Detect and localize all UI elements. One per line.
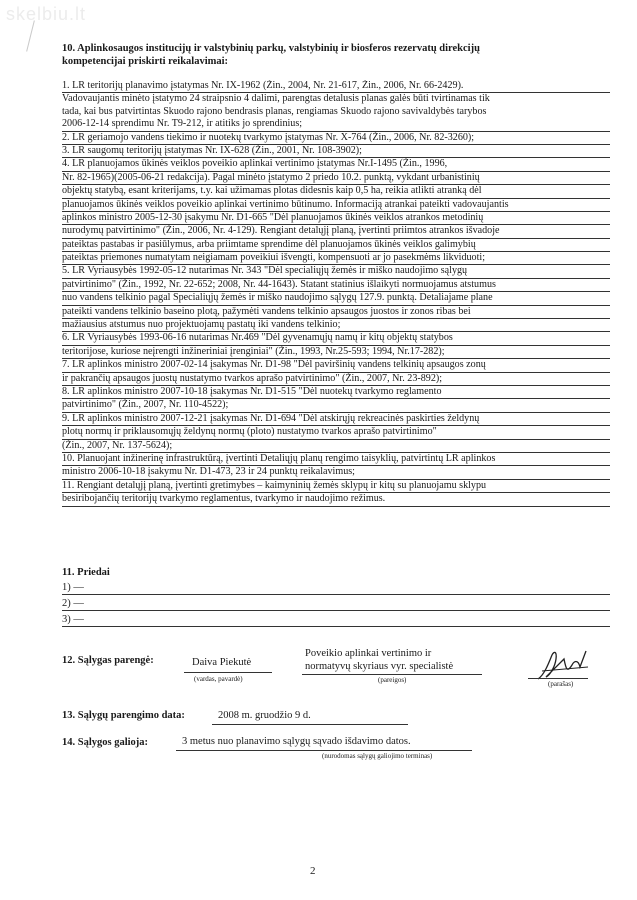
requirement-line: objektų statybą, esant kriterijams, t.y. kai užimamas plotas didesnis kaip 0,5 ha, reikia atlikti atranką dėl bbox=[62, 185, 610, 198]
section-10-title-line1: 10. Aplinkosaugos institucijų ir valstybinių parkų, valstybinių ir biosferos rezervatų direkcijų bbox=[62, 43, 480, 54]
requirement-line: 9. LR aplinkos ministro 2007-12-21 įsakymas Nr. D1-694 "Dėl atskirųjų rekreacinės paskirties želdynų bbox=[62, 413, 610, 426]
requirement-line: 3. LR saugomų teritorijų įstatymas Nr. IX-628 (Žin., 2001, Nr. 108-3902); bbox=[62, 145, 610, 158]
requirement-line: 2006-12-14 sprendimu Nr. T9-212, ir atitiks jo sprendinius; bbox=[62, 118, 610, 131]
requirement-line: pateiktas priemones numatytam neigiamam poveikiui išvengti, kompensuoti ar jo pasekmėms likviduoti; bbox=[62, 252, 610, 265]
signature-underline bbox=[528, 678, 588, 679]
signature-caption: (parašas) bbox=[548, 680, 574, 688]
section-10-heading bbox=[62, 42, 607, 68]
requirement-line: teritorijose, kuriose neįrengti inžineriniai įrenginiai" (Žin., 1993, Nr.25-593; 1994, Nr.17-282); bbox=[62, 346, 610, 359]
validity-underline bbox=[176, 750, 472, 751]
page-number: 2 bbox=[310, 865, 316, 877]
requirement-line: tada, kai bus patvirtintas Skuodo rajono bendrasis planas, rengiamas Skuodo rajono savivaldybės tarybos bbox=[62, 105, 487, 117]
preparer-position-line1: Poveikio aplinkai vertinimo ir bbox=[305, 648, 432, 659]
attachment-line: 1) — bbox=[62, 581, 610, 595]
requirement-line: patvirtinimo" (Žin., 2007, Nr. 110-4522); bbox=[62, 399, 610, 412]
requirement-line: 1. LR teritorijų planavimo įstatymas Nr. IX-1962 (Žin., 2004, Nr. 21-617, Žin., 2006, Nr. 66-2429). bbox=[62, 80, 610, 93]
requirement-line: 11. Rengiant detalųjį planą, įvertinti gretimybes – kaimyninių žemės sklypų ir kitų su planuojamu sklypu bbox=[62, 480, 610, 493]
date-underline bbox=[212, 724, 408, 725]
requirement-line: 4. LR planuojamos ūkinės veiklos poveikio aplinkai vertinimo įstatymas Nr.I-1495 (Žin., 1996, bbox=[62, 158, 610, 171]
section-10-requirements bbox=[62, 80, 610, 507]
preparation-date-value: 2008 m. gruodžio 9 d. bbox=[218, 710, 311, 721]
name-underline bbox=[184, 672, 272, 673]
requirement-line: besiribojančių teritorijų tvarkymo reglamentus, tvarkymo ir naudojimo režimus. bbox=[62, 493, 610, 506]
requirement-line: 10. Planuojant inžinerinę infrastruktūrą, įvertinti Detaliųjų planų rengimo taisyklių, patvirtintų LR aplinkos bbox=[62, 453, 610, 466]
attachment-line: 2) — bbox=[62, 597, 610, 611]
position-caption: (pareigos) bbox=[378, 676, 407, 684]
requirement-line: nurodymų patvirtinimo" (Žin., 2006, Nr. 4-129). Rengiant detalųjį planą, įvertinti priimtos atrankos išvadoje bbox=[62, 225, 610, 238]
requirement-line: 8. LR aplinkos ministro 2007-10-18 įsakymas Nr. D1-515 "Dėl nuotekų tvarkymo reglamento bbox=[62, 386, 610, 399]
requirement-line: aplinkos ministro 2005-12-30 įsakymu Nr. D1-665 "Dėl planuojamos ūkinės veiklos atrankos metodinių bbox=[62, 212, 610, 225]
watermark: skelbiu.lt bbox=[6, 4, 87, 24]
validity-label: 14. Sąlygos galioja: bbox=[62, 737, 149, 748]
requirement-line: (Žin., 2007, Nr. 137-5624); bbox=[62, 440, 610, 453]
corner-mark bbox=[26, 20, 35, 51]
preparation-date-label: 13. Sąlygų parengimo data: bbox=[62, 710, 185, 721]
requirement-line: ministro 2006-10-18 įsakymu Nr. D1-473, 23 ir 24 punktų reikalavimus; bbox=[62, 466, 610, 479]
requirement-line: pateiktas pastabas ir pasiūlymus, arba priimtame sprendime dėl planuojamos ūkinės veiklos galimybių bbox=[62, 239, 610, 252]
requirement-line: Nr. 82-1965)(2005-06-21 redakcija). Pagal minėto įstatymo 2 priedo 10.2. punktą, vykdant urbanistinių bbox=[62, 172, 610, 185]
requirement-line: 2. LR geriamojo vandens tiekimo ir nuotekų tvarkymo įstatymas Nr. X-764 (Žin., 2006, Nr. 82-3260); bbox=[62, 132, 610, 145]
requirement-line: planuojamos ūkinės veiklos poveikio aplinkai vertinimo būtinumo. Informaciją atrankai pateikti vadovaujantis bbox=[62, 199, 610, 212]
preparer-position-line2: normatyvų skyriaus vyr. specialistė bbox=[305, 661, 454, 672]
requirement-line: ir pakrančių apsaugos juostų nustatymo tvarkos aprašo patvirtinimo" (Žin., 2007, Nr. 23-892); bbox=[62, 373, 610, 386]
validity-caption: (nurodomas sąlygų galiojimo terminas) bbox=[322, 752, 433, 760]
requirement-line: mažiausius atstumus nuo projektuojamų pastatų iki vandens telkinio; bbox=[62, 319, 610, 332]
validity-value: 3 metus nuo planavimo sąlygų sąvado išdavimo datos. bbox=[182, 736, 411, 747]
requirement-line: pateikti vandens telkinio baseino plotą, pažymėti vandens telkinio apsaugos juostos ir zonos ribas bei bbox=[62, 306, 610, 319]
requirement-line: patvirtinimo" (Žin., 1992, Nr. 22-652; 2008, Nr. 44-1643). Statant statinius išlaikyti normuojamus atstumus bbox=[62, 279, 610, 292]
position-underline bbox=[302, 674, 482, 675]
requirement-line: plotų normų ir priklausomųjų želdynų normų (ploto) nustatymo tvarkos aprašo patvirtinimo" bbox=[62, 426, 610, 439]
requirement-line: 7. LR aplinkos ministro 2007-02-14 įsakymas Nr. D1-98 "Dėl paviršinių vandens telkinių apsaugos zonų bbox=[62, 359, 610, 372]
attachment-line: 3) — bbox=[62, 613, 610, 627]
requirement-line: Vadovaujantis minėto įstatymo 24 straipsnio 4 dalimi, parengtas detalusis planas galės būti tvirtinamas tik bbox=[62, 93, 490, 105]
preparer-name: Daiva Piekutė bbox=[192, 657, 252, 668]
requirement-line: 6. LR Vyriausybės 1993-06-16 nutarimas Nr.469 "Dėl gyvenamųjų namų ir kitų objektų statybos bbox=[62, 332, 610, 345]
name-caption: (vardas, pavardė) bbox=[194, 675, 243, 683]
section-10-title-line2: kompetencijai priskirti reikalavimai: bbox=[62, 56, 229, 67]
prepared-by-label: 12. Sąlygas parengė: bbox=[62, 655, 154, 666]
requirement-line: 5. LR Vyriausybės 1992-05-12 nutarimas Nr. 343 "Dėl specialiųjų žemės ir miško naudojimo sąlygų bbox=[62, 265, 610, 278]
requirement-line: nuo vandens telkinio pagal Specialiųjų žemės ir miško naudojimo sąlygų 127.9. punktą. Detaliajame plane bbox=[62, 292, 610, 305]
section-11-title: 11. Priedai bbox=[62, 567, 110, 578]
